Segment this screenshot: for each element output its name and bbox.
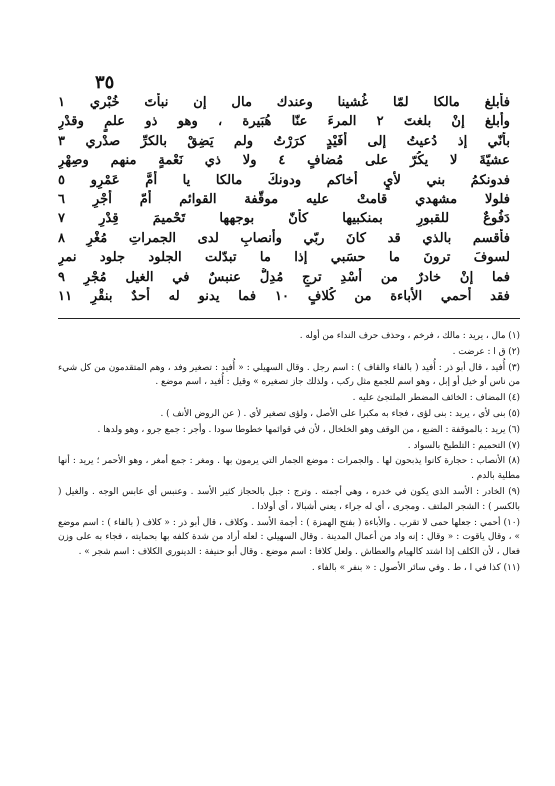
verse-line: بأنّي إذ دُعيتُ إلى أُفَيْدٍ كرَرْتُ ولم يَضِقْ بالكرِّ صدْري ٣	[58, 133, 510, 149]
page-number: ٣٥	[95, 72, 115, 93]
footnote: (٤) المضاف : الخائف المضطر الملتجئ عليه .	[352, 393, 520, 404]
footnote-divider	[58, 318, 520, 319]
footnote: (٩) الخادر : الأسد الذي يكون في خدره ، وهي أجمته . وترج : جبل بالحجاز كثير الأسد . وعنبس أي عابس الوجه . والغيل ( بالكسر ) : الشجر الملتف . ومجرى ، أي له جراء ، يعني أشبالا ، أي أولادا .	[58, 486, 520, 512]
poem-verses	[58, 93, 520, 306]
footnote: (١) مال ، يريد : مالك ، فرخم ، وحذف حرف النداء من أوله .	[299, 331, 520, 341]
verse-line: عشيّةَ لا يكُرّ على مُضافٍ ٤ ولا ذي نَعْمةٍ منهم وصِهْرِ	[58, 153, 510, 169]
verse-line: فدونكمُ بني لأيٍ أخاكم ودونكَ مالكا يا أمَّ عَمْرِو ٥	[58, 172, 510, 188]
footnote: (٧) التحميم : التلطيخ بالسواد .	[407, 440, 520, 451]
footnote: (٦) يريد : بالموقفة : الضبع ، من الوقف وهو الخلخال ، لأن في قوائمها خطوطا سودا . وأجر : جمع جرو ، وهو ولدها .	[97, 424, 520, 435]
footnote: (١٠) أحمي : جعلها حمى لا تقرب . والأباءة ( بفتح الهمزة ) : أجمة الأسد . وكلاف ، قال أبو ذر : « كلاف ( بالفاء ) : اسم موضع » ، وقال ياقوت : « وقال : إنه واد من أعمال المدينة . وقال السهيلي : لعله أراد من شدة كلفه بها بحمايته ، فجاء به على وزن فعال ، لأن الكلف إذا اشتد كالهيام والعطاش . ولعل كلافا : اسم موضع . وقال أبو حنيفة : الدينوري الكلاف : اسم شجر » .	[58, 517, 520, 558]
verse-line: وأبلغ إنْ بلغتَ ٢ المرءَ عنّا هُبَيرة ، وهو ذو علمٍ وقدْرِ	[58, 114, 510, 130]
footnote: (١١) كذا في ا ، ط . وفي سائر الأصول : « بنفر » بالفاء .	[311, 562, 520, 573]
footnote: (٨) الأنصاب : حجارة كانوا يذبحون لها . والجمرات : موضع الجمار التي يرمون بها . ومغر : جمع أمغر ، وهو الأحمر ؛ يريد : أنها مطلية بالدم .	[58, 456, 520, 482]
verse-line: فأُقسم بالذي قد كانَ ربّي وأنصابِ لدى الجمراتِ مُغْرِ ٨	[58, 230, 510, 246]
verse-line: فأبلغ مالكا لمّا غُشينا وعندك مال إن نبأتَ خُبْري ١	[58, 95, 510, 110]
footnotes	[58, 329, 520, 577]
verse-line: فلولا مشهدي قامتْ عليه موقّفة القوائم أمّ أجْرِ ٦	[58, 191, 510, 207]
verse-line: فقد أحمي الأَباءة من كُلافٍ ١٠ فما يدنو له أحدٌ بنقْرِ ١١	[58, 288, 510, 304]
verse-line: فما إنْ خادرٌ من أُسْدِ ترجٍ مُدِلٌّ عنبسٌ في الغيل مُجْرِ ٩	[58, 269, 510, 285]
verse-line: دَفُوعٌ للقبورِ بمنكبيها كأنّ بوجهها تَحْميمَ قِدْرِ ٧	[58, 211, 510, 227]
footnote: (٢) ق ا : عرضت .	[452, 346, 520, 357]
footnote: (٣) أُفيد ، قال أبو ذر : أُفيد ( بالفاء والقاف ) : اسم رجل . وقال السهيلي : « أُفيد : تصغير وفد ، وهم المتقدمون من كل شيء من ناس أو خيل أو إبل ، وهو اسم للجمع مثل ركب ، ولذلك جاز تصغيره » وقيل : أُفيد ، اسم موضع .	[58, 362, 520, 388]
footnote: (٥) بنى لأي ، يريد : بنى لؤى ، فجاء به مكبرا على الأصل ، ولؤى تصغير لأي . ( عن الروض الأنف ) .	[160, 408, 520, 419]
verse-line: لسوفَ ترونَ ما حسَبي إذا ما تبدّلت الجلود جلود نمرِ	[58, 250, 510, 266]
